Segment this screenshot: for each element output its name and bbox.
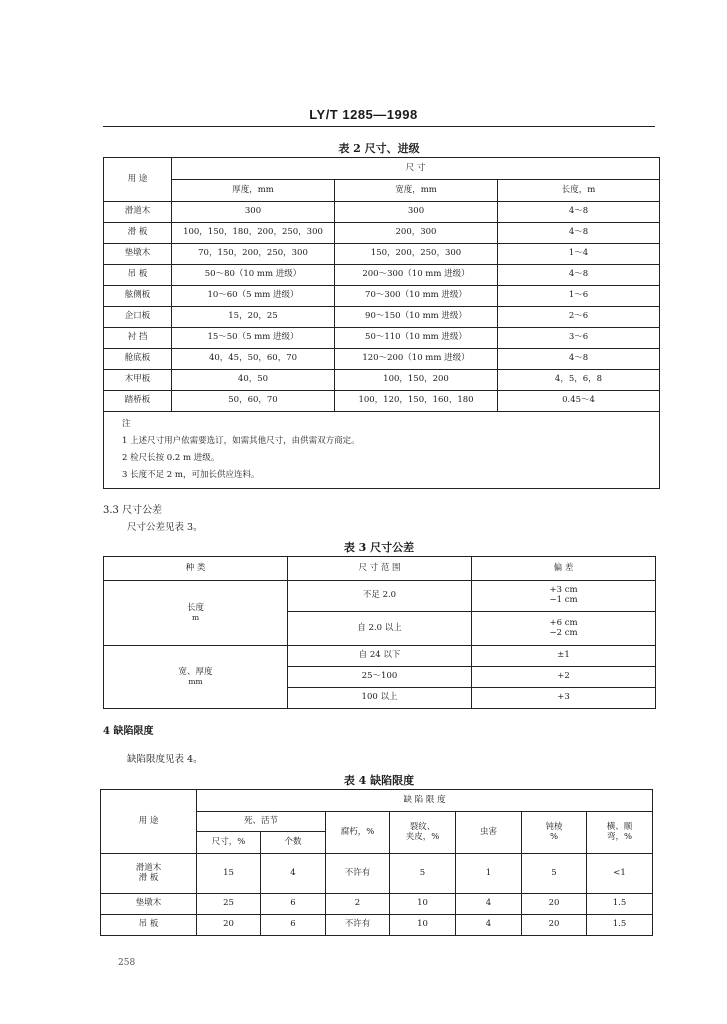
bend-label-2: 弯，% bbox=[607, 831, 633, 842]
cell-use: 垫墩木 bbox=[101, 894, 197, 915]
cell-use: 木甲板 bbox=[104, 370, 172, 391]
table2-notes bbox=[104, 412, 660, 489]
note-item: 1 上述尺寸用户依需要选订，如需其他尺寸，由供需双方商定。 bbox=[122, 436, 360, 446]
cell-thickness: 50～80（10 mm 进级） bbox=[172, 265, 335, 286]
table4-col-defect: 缺 陷 限 度 bbox=[197, 790, 653, 812]
note-item: 2 检尺长按 0.2 m 进级。 bbox=[122, 453, 220, 463]
cell-knot-count: 4 bbox=[261, 854, 326, 894]
table2-col-use: 用 途 bbox=[104, 158, 172, 202]
cell-use: 滑道木 bbox=[104, 202, 172, 223]
table4-col-wane bbox=[522, 812, 587, 854]
cell-length: 3～6 bbox=[498, 328, 660, 349]
cell-width: 100，120，150，160，180 bbox=[335, 391, 498, 412]
section-4-text: 缺陷限度见表 4。 bbox=[127, 754, 203, 765]
cell-length: 1～4 bbox=[498, 244, 660, 265]
cell-width: 300 bbox=[335, 202, 498, 223]
width-label: 宽、厚度 bbox=[178, 666, 213, 677]
crack-label-2: 夹皮，% bbox=[405, 831, 440, 842]
table-row bbox=[104, 328, 660, 349]
table3-col-range: 尺 寸 范 围 bbox=[288, 557, 472, 581]
cell-wane: 5 bbox=[522, 854, 587, 894]
cell-knot-size: 15 bbox=[197, 854, 261, 894]
cell-crack: 10 bbox=[390, 894, 456, 915]
table-row bbox=[101, 915, 653, 936]
cell-use: 踏桥板 bbox=[104, 391, 172, 412]
table4-caption: 表 4 缺陷限度 bbox=[343, 774, 415, 787]
cell-width: 90～150（10 mm 进级） bbox=[335, 307, 498, 328]
dev-minus: −1 cm bbox=[549, 595, 578, 605]
table-row bbox=[104, 265, 660, 286]
cell-wane: 20 bbox=[522, 894, 587, 915]
cell-knot-count: 6 bbox=[261, 894, 326, 915]
bend-label-1: 横、顺 bbox=[606, 821, 633, 832]
standard-header: LY/T 1285—1998 bbox=[309, 107, 418, 122]
table4 bbox=[100, 789, 653, 936]
cell-width: 200，300 bbox=[335, 223, 498, 244]
cell-rot: 2 bbox=[326, 894, 390, 915]
cell-length: 1～6 bbox=[498, 286, 660, 307]
cell-insect: 4 bbox=[456, 894, 522, 915]
cell-width: 100，150，200 bbox=[335, 370, 498, 391]
cell-knot-size: 25 bbox=[197, 894, 261, 915]
table4-col-rot: 腐朽，% bbox=[326, 812, 390, 854]
table2-col-length: 长度，m bbox=[498, 180, 660, 202]
table-row bbox=[104, 307, 660, 328]
cell-use: 垫墩木 bbox=[104, 244, 172, 265]
cell-insect: 4 bbox=[456, 915, 522, 936]
section-3-3-heading: 3.3 尺寸公差 bbox=[103, 505, 163, 516]
table4-col-crack bbox=[390, 812, 456, 854]
cell-crack: 10 bbox=[390, 915, 456, 936]
dev-plus: +3 cm bbox=[549, 585, 578, 596]
cell-use: 企口板 bbox=[104, 307, 172, 328]
cell-length: 4～8 bbox=[498, 223, 660, 244]
table-row bbox=[104, 223, 660, 244]
table2-caption: 表 2 尺寸、进级 bbox=[338, 142, 420, 155]
cell-bend: <1 bbox=[587, 854, 653, 894]
cell-length: 4，5，6，8 bbox=[498, 370, 660, 391]
cell-range: 25～100 bbox=[288, 667, 472, 688]
table3-caption: 表 3 尺寸公差 bbox=[343, 541, 415, 554]
cell-dev: ±1 bbox=[472, 646, 656, 667]
cell-use: 滑 板 bbox=[104, 223, 172, 244]
table3-col-dev: 偏 差 bbox=[472, 557, 656, 581]
cell-thickness: 15～50（5 mm 进级） bbox=[172, 328, 335, 349]
cell-dev bbox=[472, 581, 656, 612]
cell-bend: 1.5 bbox=[587, 894, 653, 915]
cell-kind-length bbox=[104, 581, 288, 646]
cell-dev bbox=[472, 612, 656, 646]
table2-col-size: 尺 寸 bbox=[172, 158, 660, 180]
header-rule bbox=[103, 126, 655, 127]
cell-wane: 20 bbox=[522, 915, 587, 936]
table-row bbox=[104, 349, 660, 370]
cell-dev: +2 bbox=[472, 667, 656, 688]
cell-thickness: 40，45，50，60，70 bbox=[172, 349, 335, 370]
notes-title: 注 bbox=[122, 419, 131, 429]
wane-label-1: 钝棱 bbox=[545, 821, 563, 832]
cell-length: 0.45～4 bbox=[498, 391, 660, 412]
table4-col-knot-count: 个数 bbox=[261, 832, 326, 854]
cell-bend: 1.5 bbox=[587, 915, 653, 936]
cell-insect: 1 bbox=[456, 854, 522, 894]
table-row bbox=[101, 894, 653, 915]
table-row bbox=[104, 286, 660, 307]
table2-col-width: 宽度，mm bbox=[335, 180, 498, 202]
cell-use: 舷侧板 bbox=[104, 286, 172, 307]
dev-plus: +6 cm bbox=[549, 617, 578, 628]
table3-col-kind: 种 类 bbox=[104, 557, 288, 581]
page-number: 258 bbox=[118, 958, 136, 968]
cell-use: 衬 挡 bbox=[104, 328, 172, 349]
table-row bbox=[104, 244, 660, 265]
cell-rot: 不许有 bbox=[326, 915, 390, 936]
cell-length: 4～8 bbox=[498, 202, 660, 223]
cell-thickness: 100，150，180，200，250，300 bbox=[172, 223, 335, 244]
cell-dev: +3 bbox=[472, 688, 656, 709]
cell-width: 120～200（10 mm 进级） bbox=[335, 349, 498, 370]
cell-knot-count: 6 bbox=[261, 915, 326, 936]
cell-range: 自 2.0 以上 bbox=[288, 612, 472, 646]
cell-crack: 5 bbox=[390, 854, 456, 894]
table3 bbox=[103, 556, 656, 709]
table2-col-thickness: 厚度，mm bbox=[172, 180, 335, 202]
note-item: 3 长度不足 2 m，可加长供应连料。 bbox=[122, 470, 260, 480]
cell-thickness: 300 bbox=[172, 202, 335, 223]
length-unit: m bbox=[191, 612, 200, 622]
width-unit: mm bbox=[188, 676, 203, 686]
cell-length: 4～8 bbox=[498, 349, 660, 370]
cell-length: 4～8 bbox=[498, 265, 660, 286]
cell-rot: 不许有 bbox=[326, 854, 390, 894]
section-3-3-text: 尺寸公差见表 3。 bbox=[127, 522, 203, 533]
table-row bbox=[104, 391, 660, 412]
table2 bbox=[103, 157, 660, 489]
cell-width: 200～300（10 mm 进级） bbox=[335, 265, 498, 286]
table-row bbox=[104, 581, 656, 612]
cell-width: 50～110（10 mm 进级） bbox=[335, 328, 498, 349]
cell-range: 自 24 以下 bbox=[288, 646, 472, 667]
cell-thickness: 10～60（5 mm 进级） bbox=[172, 286, 335, 307]
table4-col-knot: 死、活节 bbox=[197, 812, 326, 832]
cell-width: 150，200，250，300 bbox=[335, 244, 498, 265]
cell-thickness: 15，20，25 bbox=[172, 307, 335, 328]
cell-range: 100 以上 bbox=[288, 688, 472, 709]
use-line-1: 滑道木 bbox=[135, 862, 162, 873]
cell-use bbox=[101, 854, 197, 894]
table4-col-knot-size: 尺寸，% bbox=[197, 832, 261, 854]
cell-width: 70～300（10 mm 进级） bbox=[335, 286, 498, 307]
cell-kind-width bbox=[104, 646, 288, 709]
use-line-2: 滑 板 bbox=[138, 872, 159, 883]
table4-col-use: 用 途 bbox=[101, 790, 197, 854]
wane-label-2: % bbox=[549, 831, 559, 842]
cell-range: 不足 2.0 bbox=[288, 581, 472, 612]
cell-knot-size: 20 bbox=[197, 915, 261, 936]
cell-use: 吊 板 bbox=[104, 265, 172, 286]
cell-length: 2～6 bbox=[498, 307, 660, 328]
cell-thickness: 50，60，70 bbox=[172, 391, 335, 412]
cell-use: 吊 板 bbox=[101, 915, 197, 936]
cell-use: 舱底板 bbox=[104, 349, 172, 370]
crack-label-1: 裂纹、 bbox=[409, 821, 436, 832]
cell-thickness: 70，150，200，250，300 bbox=[172, 244, 335, 265]
table4-col-bend bbox=[587, 812, 653, 854]
table-row bbox=[101, 854, 653, 894]
section-4-heading: 4 缺陷限度 bbox=[103, 726, 154, 737]
table-row bbox=[104, 370, 660, 391]
table-row bbox=[104, 646, 656, 667]
table4-col-insect: 虫害 bbox=[456, 812, 522, 854]
length-label: 长度 bbox=[186, 602, 204, 613]
dev-minus: −2 cm bbox=[549, 627, 578, 638]
cell-thickness: 40，50 bbox=[172, 370, 335, 391]
table-row bbox=[104, 202, 660, 223]
